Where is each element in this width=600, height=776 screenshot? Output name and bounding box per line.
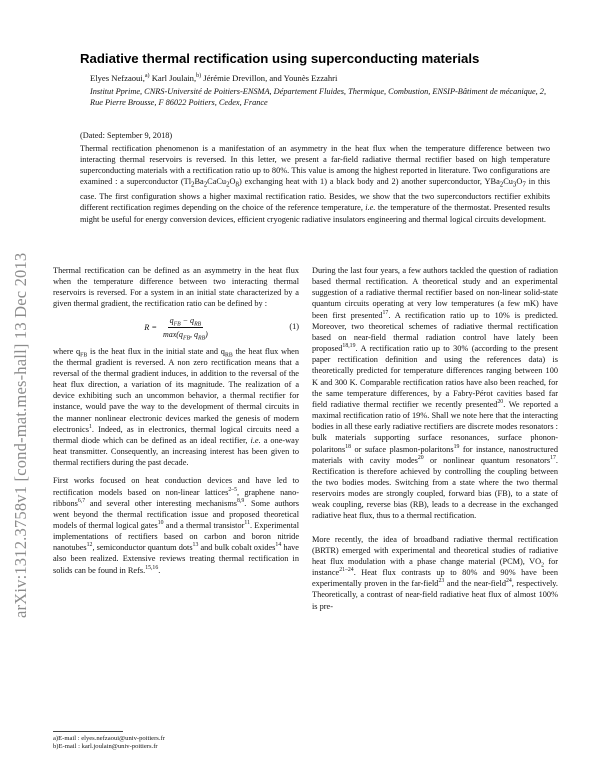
left-paragraph-1b: where $q_{FB}$ is the heat flux in the initial state and $q_{RB}$ the heat flux when the thermal gradient is reversed. A non zero rectification means that a reversal of the thermal gradient induces, in addition to the reversal of the heat flux direction, a variation of its magnitude. The realization of a device exhibiting such an uncommon behavior, a thermal rectifier for instance, would pave the way to the development of thermal circuits in the manner nonlinear electronic devices marked the genesis of modern electronics$^1$. Indeed, as in electronics, thermal logical circuits need a thermal diode which can be defined as an ideal rectifier, i.e. a one-way heat transmitter. Consequently, an increasing interest has been given to thermal rectifiers during the past decade. <box>53 346 299 468</box>
author-list <box>90 73 337 83</box>
author-2: Karl Joulain, <box>149 73 197 83</box>
equation-1 <box>53 315 299 342</box>
footnote-b: b)E-mail : karl.joulain@univ-poitiers.fr <box>53 743 158 750</box>
author-1: Elyes Nefzaoui, <box>90 73 145 83</box>
abstract: Thermal rectification phenomenon is a manifestation of an asymmetry in the heat flux when the temperature difference between two interacting thermal reservoirs is reversed. In this letter, we present a far-field radiative thermal rectifier based on high temperature superconducting materials with a rectification ratio up to 80%. This value is among the highest reported in literature. Two configurations are examined : a superconductor $(Tl_2Ba_2CaCu_2O_8)$ exchanging heat with 1) a black body and 2) another superconductor, $YBa_2Cu_3O_7$ in this case. The first configuration shows a higher maximal rectification ratio. Besides, we show that the two superconductors rectifier exhibits different rectification regimes depending on the choice of the reference temperature, i.e. the temperature of the thermostat. Presented results might be useful for energy conversion devices, efficient cryogenic radiative insulators engineering and thermal logical circuits development. <box>80 144 551 224</box>
arxiv-stamp <box>2 150 42 620</box>
equation-number: (1) <box>289 321 299 331</box>
right-paragraph-1: During the last four years, a few authors tackled the question of radiation based thermal rectification. A theoretical study and an experimental suggestion of a radiative thermal rectifier based on non-linear solid-state quantum circuits operating at very low temperatures (a few mK) have been first presented$^{17}$. A rectification ratio up to 10% is predicted. Moreover, two theoretical schemes of radiative thermal rectification based on near-field thermal radiation control have lately been proposed$^{18,19}$. A rectification ratio up to 30% (according to the present paper rectification definition and using the references data) is theoretically predicted for temperature differences ranging between 100 K and 300 K. Comparable rectification ratios have also been reached, for the same temperature differences, by a Fabry-Pérot cavities based far field radiative thermal rectifier we recently presented$^{20}$. We reported a maximal rectification ratio of 19%. Shall we note here that the interacting bodies in all these early radiative rectifiers are discrete modes resonators : bulk materials supporting surface resonances, surface phonon-polaritons$^{18}$ or suface plasmon-polaritons$^{19}$ for instance, nanostructured materials with cavity modes$^{20}$ or nonlinear quantum resonators$^{17}$. Rectification is therefore achieved by controlling the coupling between the two bodies modes. Switching from a state where the two thermal reservoirs modes are strongly coupled, forward bias (FB), to a state of weak coupling, reverse bias (RB), leads to a decrease in the exchanged radiative heat flux, thus to a thermal rectification. <box>312 266 559 521</box>
arxiv-stamp-text: arXiv:1312.3758v1 [cond-mat.mes-hall] 13 Dec 2013 <box>11 252 30 618</box>
equation-lhs: R = <box>144 323 157 333</box>
equation-numerator: $q_{FB} - q_{RB}$ <box>169 315 202 328</box>
left-paragraph-2: First works focused on heat conduction devices and have led to rectification models based on non-linear lattices$^{2-5}$, graphene nano-ribbons$^{6,7}$ and several other interesting mechanisms$^{8,9}$. Some authors went beyond the thermal rectification issue and proposed theoretical models of thermal logical gates$^{10}$ and a thermal transistor$^{11}$. Experimental implementations of rectifiers based on carbon and boron nitride nanotubes$^{12}$, semiconductor quantum dots$^{13}$ and bulk cobalt oxides$^{14}$ have also been realized. Extensive reviews treating thermal rectification in solids can be found in Refs.$^{15,16}$. <box>53 476 300 575</box>
paper-title: Radiative thermal rectification using superconducting materials <box>80 51 480 66</box>
author-2-mark: b) <box>196 73 202 80</box>
footnote-rule <box>53 731 123 732</box>
footnote-a: a)E-mail : elyes.nefzaoui@univ-poitiers.fr <box>53 735 165 742</box>
equation-denominator: $\max(q_{FB}$, $q_{RB}$) <box>162 330 208 342</box>
right-paragraph-2: More recently, the idea of broadband radiative thermal rectification (BRTR) emerged with experimental and theoretical studies of radiative heat flux modulation with a phase change material (PCM), $VO_2$ for instance$^{21-24}$. Heat flux contrasts up to 80% and 90% have been experimentally proven in the far-field$^{23}$ and the near-field$^{24}$, respectively. Theoretically, a contrast of near-field radiative heat flux of almost 100% is pre- <box>312 534 558 611</box>
author-1-mark: a) <box>144 73 150 80</box>
right-column <box>312 265 558 619</box>
left-column <box>53 265 299 583</box>
left-paragraph-1: Thermal rectification can be defined as an asymmetry in the heat flux when the temperature difference between two interacting thermal reservoirs is reversed. For a system in an initial state characterized by a given thermal gradient, the rectification ratio can be defined by : <box>53 266 299 309</box>
affiliation: Institut Pprime, CNRS-Université de Poitiers-ENSMA, Département Fluides, Thermique, Combustion, ENSIP-Bâtiment de mécanique, 2, Rue Pierre Brousse, F 86022 Poitiers, Cedex, France <box>90 87 547 108</box>
equation-fraction <box>163 315 208 340</box>
author-rest: Jérémie Drevillon, and Younès Ezzahri <box>201 73 338 83</box>
date-line: (Dated: September 9, 2018) <box>80 131 173 140</box>
